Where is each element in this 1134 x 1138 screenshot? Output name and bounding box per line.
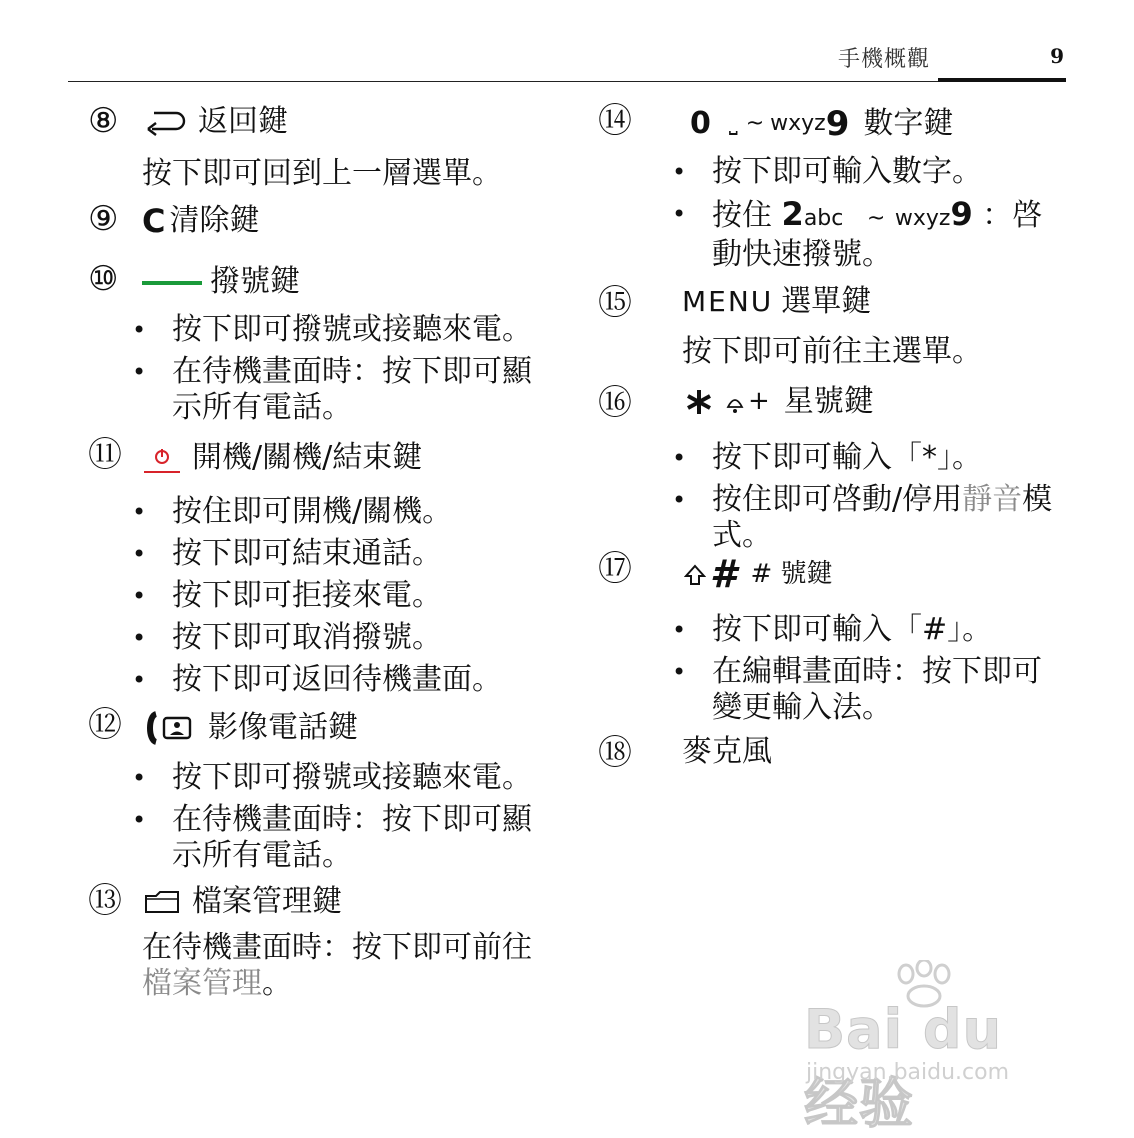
item-heading-star-key — [684, 384, 874, 420]
list-item: • 按下即可返回待機畫面。 — [172, 662, 542, 698]
power-key-bullets — [172, 494, 542, 704]
file-manager-link[interactable]: 檔案管理 — [142, 966, 262, 1001]
list-item: • 按下即可輸入數字。 — [712, 154, 1072, 190]
item-number-9: ⑨ — [88, 199, 119, 239]
folder-icon — [142, 887, 182, 917]
bullet-text: 按住 — [712, 198, 772, 233]
video-call-key-label: 影像電話鍵 — [208, 710, 358, 745]
power-key-label: 開機/關機/結束鍵 — [192, 440, 423, 475]
key-9-letters: wxyz — [770, 111, 826, 137]
back-key-label: 返回鍵 — [198, 104, 288, 139]
header-bar — [938, 78, 1066, 82]
list-item: • 按下即可拒接來電。 — [172, 578, 542, 614]
hash-key-icon: # — [710, 552, 737, 596]
file-key-label: 檔案管理鍵 — [192, 884, 342, 919]
item-heading-back-key — [146, 104, 288, 140]
item-heading-file-key — [142, 884, 342, 920]
header-rule — [68, 81, 1066, 82]
item-heading-menu-key — [682, 284, 871, 320]
silent-mode-link[interactable]: 靜音 — [962, 482, 1023, 517]
key-2-icon: 2 — [781, 195, 804, 233]
bullet-text-end: 模式。 — [712, 482, 1053, 553]
call-key-label: 撥號鍵 — [210, 264, 300, 299]
key-tilde-2: ~ — [866, 206, 886, 231]
watermark-url: jingyan.baidu.com — [806, 1060, 1010, 1085]
space-icon: ⎵ — [728, 111, 738, 137]
item-number-8: ⑧ — [88, 101, 119, 141]
item-heading-clear-key — [142, 202, 259, 240]
item-number-10: ⑩ — [88, 259, 119, 299]
list-item: • 按下即可結束通話。 — [172, 536, 542, 572]
call-key-icon — [142, 277, 202, 287]
video-call-key-bullets — [172, 760, 542, 880]
clear-key-icon: C — [142, 202, 166, 240]
key-9-letters-2: wxyz — [894, 206, 951, 231]
hash-key-label: # 號鍵 — [750, 559, 833, 590]
item-number-14: ⑭ — [598, 101, 632, 141]
bullet-text-end: ：啓動快速撥號。 — [712, 198, 1043, 272]
file-key-description — [142, 930, 532, 1002]
number-keys-bullets — [712, 154, 1072, 279]
clear-key-label: 清除鍵 — [169, 203, 260, 239]
menu-key-description: 按下即可前往主選單。 — [682, 334, 982, 369]
star-key-label: 星號鍵 — [783, 384, 874, 419]
list-item: • 按下即可撥號或接聽來電。 — [172, 760, 542, 796]
item-heading-power-key — [142, 440, 422, 476]
file-key-desc-text: 在待機畫面時：按下即可前往 — [142, 930, 532, 965]
plus-sign: + — [748, 386, 770, 417]
shift-arrow-icon — [684, 563, 706, 587]
item-heading-microphone — [682, 734, 772, 770]
item-number-15: ⑮ — [598, 283, 632, 323]
list-item — [712, 482, 1072, 554]
item-number-17: ⑰ — [598, 549, 632, 589]
menu-key-icon: MENU — [682, 285, 774, 319]
list-item: • 在待機畫面時：按下即可顯示所有電話。 — [172, 354, 542, 426]
list-item — [712, 196, 1072, 273]
call-key-bullets — [172, 312, 542, 432]
watermark-main-text: Bai du 经验 — [804, 998, 1003, 1135]
section-title: 手機概觀 — [837, 47, 930, 72]
key-0-icon: 0 — [690, 106, 711, 142]
baidu-jingyan-watermark — [804, 960, 1068, 1135]
list-item: • 按下即可輸入「#」。 — [712, 612, 1052, 648]
key-tilde: ~ — [745, 111, 765, 137]
page-header — [68, 40, 1066, 82]
key-2-letters: abc — [803, 206, 844, 231]
star-key-bullets — [712, 440, 1072, 560]
number-keys-label: 數字鍵 — [863, 106, 954, 142]
item-heading-call-key — [142, 264, 300, 300]
item-heading-video-call-key — [142, 710, 358, 746]
list-item: • 按下即可撥號或接聽來電。 — [172, 312, 542, 348]
item-number-16: ⑯ — [598, 383, 632, 423]
silent-bell-icon — [724, 389, 746, 415]
item-number-13: ⑬ — [88, 881, 122, 921]
microphone-label: 麥克風 — [682, 734, 772, 769]
back-key-description: 按下即可回到上一層選單。 — [142, 156, 502, 191]
power-end-icon — [142, 441, 182, 475]
video-call-icon — [142, 710, 198, 746]
key-9-icon-2: 9 — [950, 195, 973, 233]
star-key-icon — [684, 387, 714, 417]
item-heading-number-keys — [690, 104, 953, 145]
list-item: • 在待機畫面時：按下即可顯示所有電話。 — [172, 802, 542, 874]
list-item: • 按住即可開機/關機。 — [172, 494, 542, 530]
list-item: • 按下即可輸入「*」。 — [712, 440, 1072, 476]
page-number: 9 — [1050, 44, 1064, 68]
back-arrow-icon — [146, 107, 188, 137]
item-heading-hash-key — [684, 552, 833, 598]
menu-key-label: 選單鍵 — [781, 284, 872, 319]
bullet-text: 按住即可啓動/停用 — [712, 482, 963, 517]
key-9-icon: 9 — [825, 104, 850, 144]
file-key-desc-end: 。 — [262, 966, 292, 1001]
item-number-18: ⑱ — [598, 733, 632, 773]
item-number-11: ⑪ — [88, 435, 122, 475]
item-number-12: ⑫ — [88, 705, 122, 745]
list-item: • 按下即可取消撥號。 — [172, 620, 542, 656]
list-item: • 在編輯畫面時：按下即可變更輸入法。 — [712, 654, 1052, 726]
hash-key-bullets — [712, 612, 1052, 732]
